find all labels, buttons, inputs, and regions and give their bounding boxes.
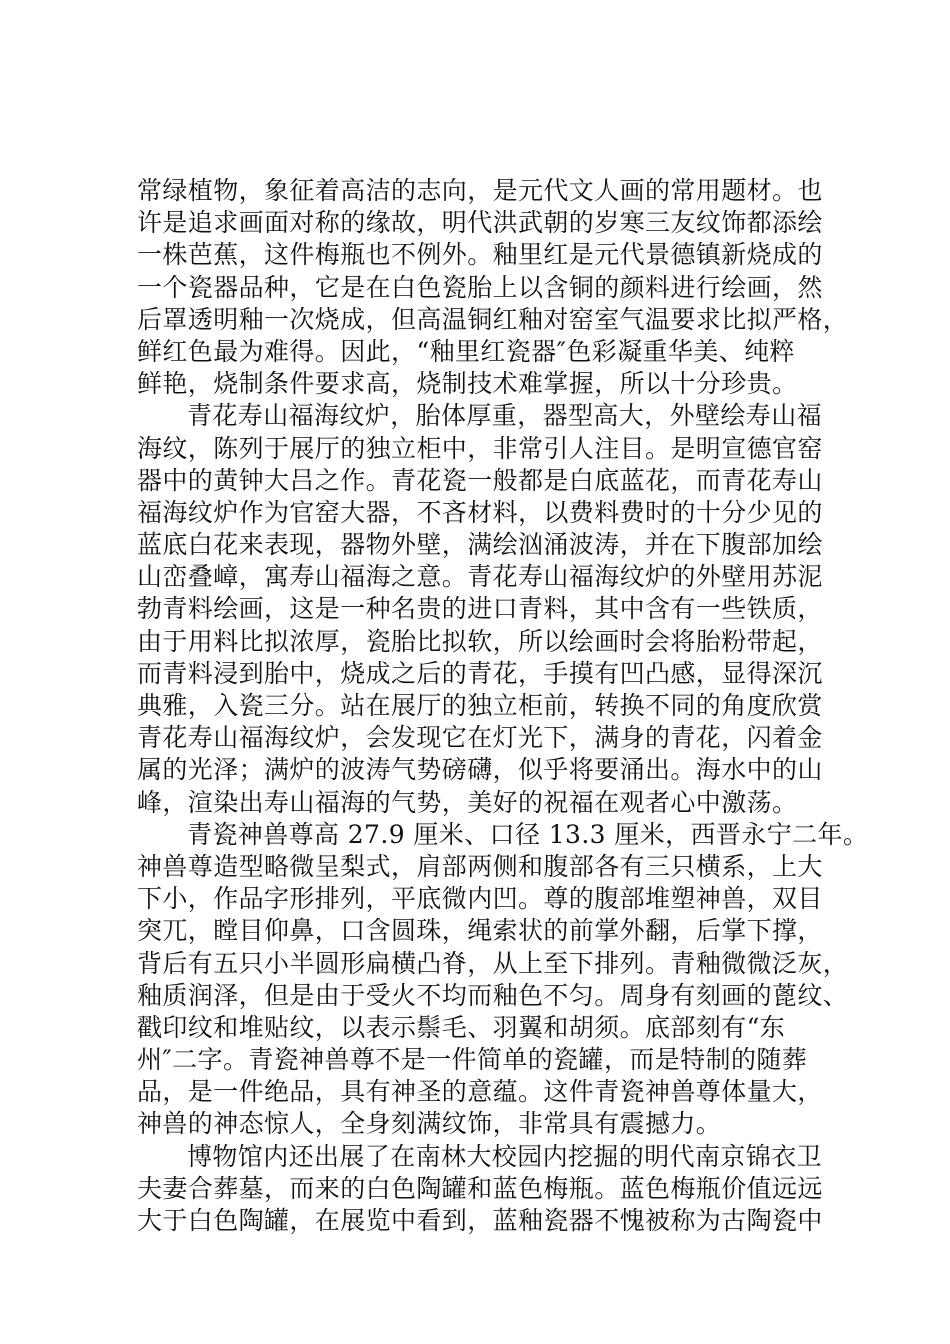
body-text — [137, 175, 869, 1237]
text-line: 峰，渲染出寿山福海的气势，美好的祝福在观者心中激荡。 — [137, 787, 798, 817]
text-line: 鲜艳，烧制条件要求高，烧制技术难掌握，所以十分珍贵。 — [137, 369, 798, 399]
text-line: 大于白色陶罐，在展览中看到，蓝釉瓷器不愧被称为古陶瓷中 — [137, 1206, 823, 1235]
text-line: 夫妻合葬墓，而来的白色陶罐和蓝色梅瓶。蓝色梅瓶价值远远 — [137, 1173, 823, 1203]
text-line: 州″二字。青瓷神兽尊不是一件简单的瓷罐，而是特制的随葬 — [137, 1045, 808, 1075]
text-line: 后罩透明釉一次烧成，但高温铜红釉对窑室气温要求比拟严格， — [137, 304, 849, 334]
text-line: 福海纹炉作为官窑大器，不吝材料，以费料费时的十分少见的 — [137, 497, 823, 527]
text-line: 青花寿山福海纹炉，会发现它在灯光下，满身的青花，闪着金 — [137, 723, 823, 753]
text-line: 许是追求画面对称的缘故，明代洪武朝的岁寒三友纹饰都添绘 — [137, 208, 823, 238]
text-line: 常绿植物，象征着高洁的志向，是元代文人画的常用题材。也 — [137, 176, 823, 205]
text-line: 下小，作品字形排列，平底微内凹。尊的腹部堆塑神兽，双目 — [137, 884, 823, 914]
text-line: 蓝底白花来表现，器物外壁，满绘汹涌波涛，并在下腹部加绘 — [137, 530, 823, 560]
text-line: 勃青料绘画，这是一种名贵的进口青料，其中含有一些铁质， — [137, 594, 823, 624]
text-line: 一株芭蕉，这件梅瓶也不例外。釉里红是元代景德镇新烧成的 — [137, 240, 823, 270]
text-line: 鲜红色最为难得。因此，“釉里红瓷器″色彩凝重华美、纯粹 — [137, 336, 795, 366]
paragraph-first-line: 青花寿山福海纹炉，胎体厚重，器型高大，外壁绘寿山福 — [187, 401, 823, 431]
text-line: 神兽的神态惊人，全身刻满纹饰，非常具有震撼力。 — [137, 1109, 722, 1139]
paragraph-first-line: 青瓷神兽尊高 27.9 厘米、口径 13.3 厘米，西晋永宁二年。 — [187, 819, 869, 849]
text-line: 海纹，陈列于展厅的独立柜中，非常引人注目。是明宣德官窑 — [137, 433, 823, 463]
text-line: 而青料浸到胎中，烧成之后的青花，手摸有凹凸感，显得深沉 — [137, 658, 823, 688]
text-line: 品，是一件绝品，具有神圣的意蕴。这件青瓷神兽尊体量大， — [137, 1077, 823, 1107]
text-line: 属的光泽；满炉的波涛气势磅礴，似乎将要涌出。海水中的山 — [137, 755, 823, 785]
text-line: 典雅，入瓷三分。站在展厅的独立柜前，转换不同的角度欣赏 — [137, 691, 823, 720]
text-line: 突兀，瞠目仰鼻，口含圆珠，绳索状的前掌外翻，后掌下撑， — [137, 916, 823, 946]
paragraph-first-line: 博物馆内还出展了在南林大校园内挖掘的明代南京锦衣卫 — [187, 1141, 823, 1171]
text-line: 戳印纹和堆贴纹，以表示鬃毛、羽翼和胡须。底部刻有“东 — [137, 1012, 786, 1042]
text-line: 釉质润泽，但是由于受火不均而釉色不匀。周身有刻画的蓖纹、 — [137, 980, 849, 1010]
text-line: 背后有五只小半圆形扁横凸脊，从上至下排列。青釉微微泛灰， — [137, 948, 849, 978]
text-line: 山峦叠嶂，寓寿山福海之意。青花寿山福海纹炉的外壁用苏泥 — [137, 562, 823, 592]
text-line: 一个瓷器品种，它是在白色瓷胎上以含铜的颜料进行绘画，然 — [137, 272, 823, 302]
text-line: 神兽尊造型略微呈梨式，肩部两侧和腹部各有三只横系，上大 — [137, 851, 823, 881]
text-line: 器中的黄钟大吕之作。青花瓷一般都是白底蓝花，而青花寿山 — [137, 465, 823, 495]
text-line: 由于用料比拟浓厚，瓷胎比拟软，所以绘画时会将胎粉带起， — [137, 626, 823, 656]
